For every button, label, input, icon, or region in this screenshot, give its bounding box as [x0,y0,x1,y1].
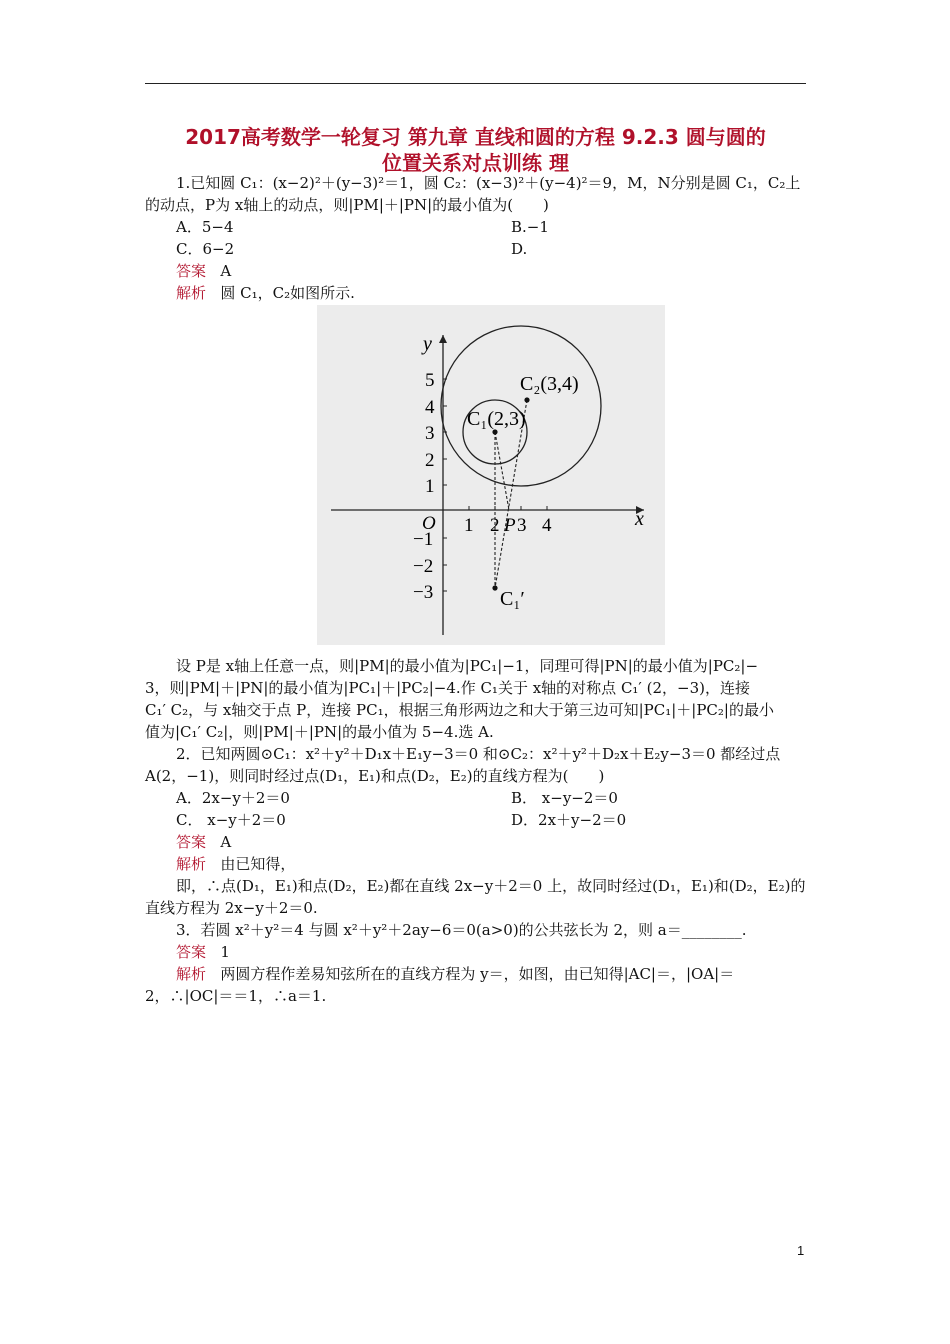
q1-option-c: C．6−2 [176,240,235,258]
y-tick-label: 5 [425,370,435,391]
point-c2 [524,397,529,402]
analysis-text: 由已知得， [220,855,296,873]
q2-option-a: A．2x−y＋2＝0 [176,789,290,807]
q1-option-d: D. [511,240,528,258]
x-axis-label: x [635,508,644,530]
y-tick-label: −2 [413,556,434,577]
q2-option-c: C． x−y＋2＝0 [176,811,286,829]
x-tick-label: 4 [542,515,552,536]
q1-solution-line2: 3，则|PM|＋|PN|的最小值为|PC₁|＋|PC₂|−4.作 C₁关于 x轴的对称点 C₁′ (2，−3)，连接 [145,679,750,697]
analysis-text: 圆 C₁，C₂如图所示. [220,284,355,302]
q2-answer [176,831,231,853]
x-tick-label: 1 [464,515,474,536]
y-tick-label: −3 [413,582,434,603]
point-c1-label: C₁(2,3) [467,408,526,430]
title-line-1: 2017高考数学一轮复习 第九章 直线和圆的方程 9.2.3 圆与圆的 [185,125,766,149]
y-tick-label: 4 [425,397,435,418]
x-tick-label: 2 [490,515,500,536]
q2-solution-line1: 即，∴点(D₁，E₁)和点(D₂，E₂)都在直线 2x−y＋2＝0 上，故同时经过(D₁，E₁)和(D₂，E₂)的 [176,877,806,895]
q3-stem: 3．若圆 x²＋y²＝4 与圆 x²＋y²＋2ay−6＝0(a>0)的公共弦长为 2，则 a＝________. [176,921,747,939]
y-tick-label: 1 [425,476,435,497]
q1-option-a: A．5−4 [176,218,234,236]
circles-figure [317,305,665,645]
point-p-label: P [504,515,516,536]
y-tick-label: −1 [413,529,434,550]
x-tick-label: 3 [517,515,527,536]
q2-solution-line2: 直线方程为 2x−y＋2＝0. [145,899,318,917]
q1-solution-line4: 值为|C₁′ C₂|，则|PM|＋|PN|的最小值为 5−4.选 A. [145,723,494,741]
point-c1 [492,429,497,434]
q1-solution-line3: C₁′ C₂，与 x轴交于点 P，连接 PC₁，根据三角形两边之和大于第三边可知|PC₁|＋|PC₂|的最小 [145,701,774,719]
answer-value: 1 [220,943,230,961]
q1-solution-line1: 设 P是 x轴上任意一点，则|PM|的最小值为|PC₁|−1，同理可得|PN|的最小值为|PC₂|− [176,657,759,675]
analysis-label: 解析 [176,855,207,873]
y-axis-label: y [423,333,432,355]
q1-answer [176,260,231,282]
page-number: 1 [797,1243,805,1258]
answer-label: 答案 [176,943,207,961]
analysis-text: 两圆方程作差易知弦所在的直线方程为 y＝，如图，由已知得|AC|＝，|OA|＝ [220,965,735,983]
answer-label: 答案 [176,833,207,851]
q2-option-b: B． x−y−2＝0 [511,789,618,807]
point-c1-prime-label: C₁′ [500,588,525,610]
q3-solution-line1: 2，∴|OC|＝＝1，∴a＝1. [145,987,327,1005]
answer-value: A [220,833,232,851]
y-tick-label: 3 [425,423,435,444]
analysis-label: 解析 [176,965,207,983]
q1-option-b: B.−1 [511,218,549,236]
point-c1-prime [492,585,497,590]
q1-stem-line1: 1.已知圆 C₁：(x−2)²＋(y−3)²＝1，圆 C₂：(x−3)²＋(y−4)²＝9，M，N分别是圆 C₁，C₂上 [176,174,801,192]
answer-label: 答案 [176,262,207,280]
q3-answer [176,941,230,963]
q2-stem-line2: A(2，−1)，则同时经过点(D₁，E₁)和点(D₂，E₂)的直线方程为( ) [145,767,605,785]
analysis-label: 解析 [176,284,207,302]
q1-analysis [176,282,355,304]
q2-analysis [176,853,295,875]
figure-background [317,305,665,645]
document-title [145,124,806,176]
point-c2-label: C₂(3,4) [520,373,579,395]
q2-option-d: D．2x＋y−2＝0 [511,811,627,829]
header-rule [145,83,806,84]
answer-value: A [220,262,232,280]
q3-analysis [176,963,734,985]
title-line-2: 位置关系对点训练 理 [382,151,569,175]
q1-stem-line2: 的动点，P为 x轴上的动点，则|PM|＋|PN|的最小值为( ) [145,196,549,214]
q2-stem-line1: 2．已知两圆⊙C₁：x²＋y²＋D₁x＋E₁y−3＝0 和⊙C₂：x²＋y²＋D₂x＋E₂y−3＝0 都经过点 [176,745,781,763]
y-tick-label: 2 [425,450,435,471]
origin-label: O [422,513,436,534]
